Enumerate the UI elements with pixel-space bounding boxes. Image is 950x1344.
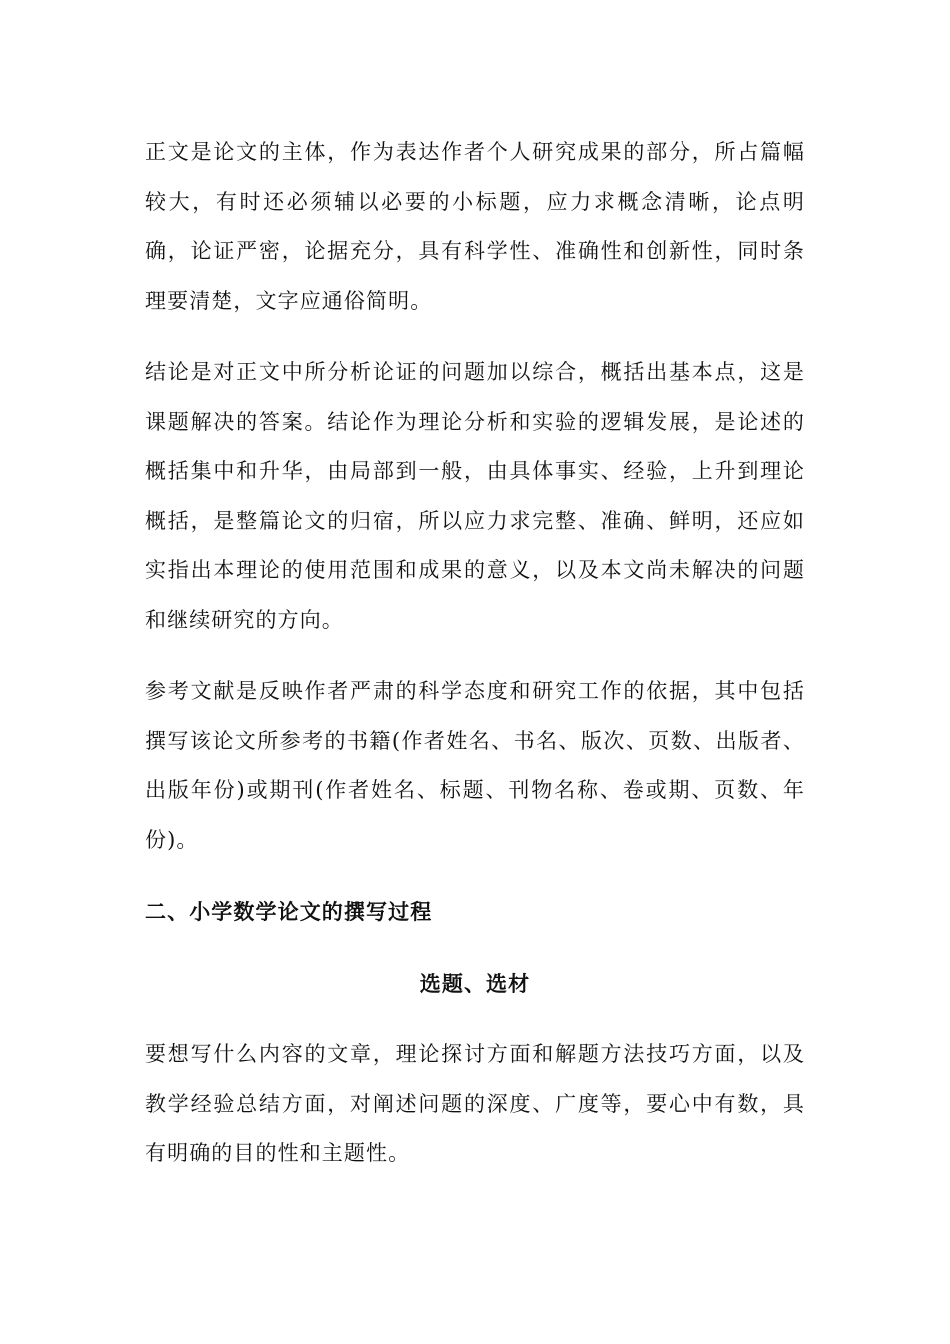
paragraph-topic-selection: 要想写什么内容的文章，理论探讨方面和解题方法技巧方面，以及教学经验总结方面，对阐述问题的深度、广度等，要心中有数，具有明确的目的性和主题性。	[145, 1042, 805, 1165]
paragraph-main-body: 正文是论文的主体，作为表达作者个人研究成果的部分，所占篇幅较大，有时还必须辅以必要的小标题，应力求概念清晰，论点明确，论证严密，论据充分，具有科学性、准确性和创新性，同时条理要清楚，文字应通俗简明。	[145, 140, 805, 313]
paragraph-references: 参考文献是反映作者严肃的科学态度和研究工作的依据，其中包括撰写该论文所参考的书籍(作者姓名、书名、版次、页数、出版者、出版年份)或期刊(作者姓名、标题、刊物名称、卷或期、页数、年份)。	[145, 679, 805, 852]
section-heading: 二、小学数学论文的撰写过程	[145, 899, 433, 924]
subsection-heading: 选题、选材	[419, 970, 531, 996]
document-page	[145, 128, 805, 1179]
paragraph-conclusion: 结论是对正文中所分析论证的问题加以综合，概括出基本点，这是课题解决的答案。结论作为理论分析和实验的逻辑发展，是论述的概括集中和升华，由局部到一般，由具体事实、经验，上升到理论概括，是整篇论文的归宿，所以应力求完整、准确、鲜明，还应如实指出本理论的使用范围和成果的意义，以及本文尚未解决的问题和继续研究的方向。	[145, 360, 805, 632]
